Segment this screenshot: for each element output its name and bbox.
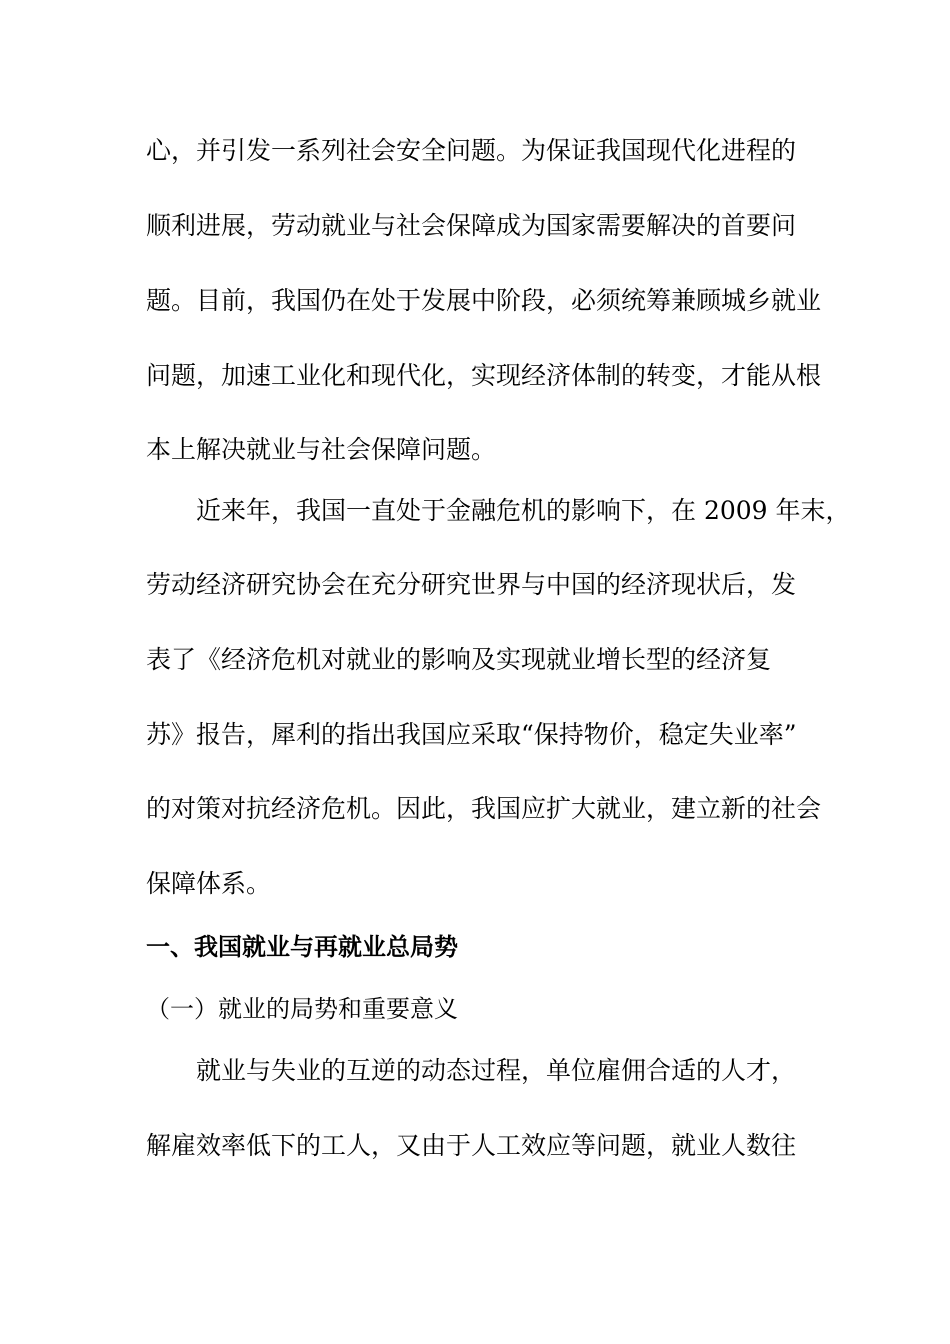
paragraph-line: 解雇效率低下的工人，又由于人工效应等问题，就业人数往	[146, 1131, 797, 1160]
paragraph-line: 本上解决就业与社会保障问题。	[146, 435, 497, 464]
paragraph-line: 表了《经济危机对就业的影响及实现就业增长型的经济复	[146, 645, 772, 674]
paragraph-line: 的对策对抗经济危机。因此，我国应扩大就业，建立新的社会	[146, 794, 822, 823]
paragraph-line: 问题，加速工业化和现代化，实现经济体制的转变，才能从根	[146, 361, 822, 390]
paragraph-line: 苏》报告，犀利的指出我国应采取“保持物价，稳定失业率”	[146, 720, 797, 749]
subsection-heading: （一）就业的局势和重要意义	[146, 995, 458, 1023]
paragraph-line: 近来年，我国一直处于金融危机的影响下，在 2009 年末，	[146, 496, 851, 525]
paragraph-line: 就业与失业的互逆的动态过程，单位雇佣合适的人才，	[146, 1056, 797, 1085]
paragraph-line: 题。目前，我国仍在处于发展中阶段，必须统筹兼顾城乡就业	[146, 286, 822, 315]
section-heading: 一、我国就业与再就业总局势	[146, 933, 458, 961]
paragraph-line: 顺利进展，劳动就业与社会保障成为国家需要解决的首要问	[146, 211, 797, 240]
paragraph-line: 保障体系。	[146, 869, 272, 898]
paragraph-line: 劳动经济研究协会在充分研究世界与中国的经济现状后，发	[146, 570, 797, 599]
paragraph-line: 心，并引发一系列社会安全问题。为保证我国现代化进程的	[146, 136, 797, 165]
